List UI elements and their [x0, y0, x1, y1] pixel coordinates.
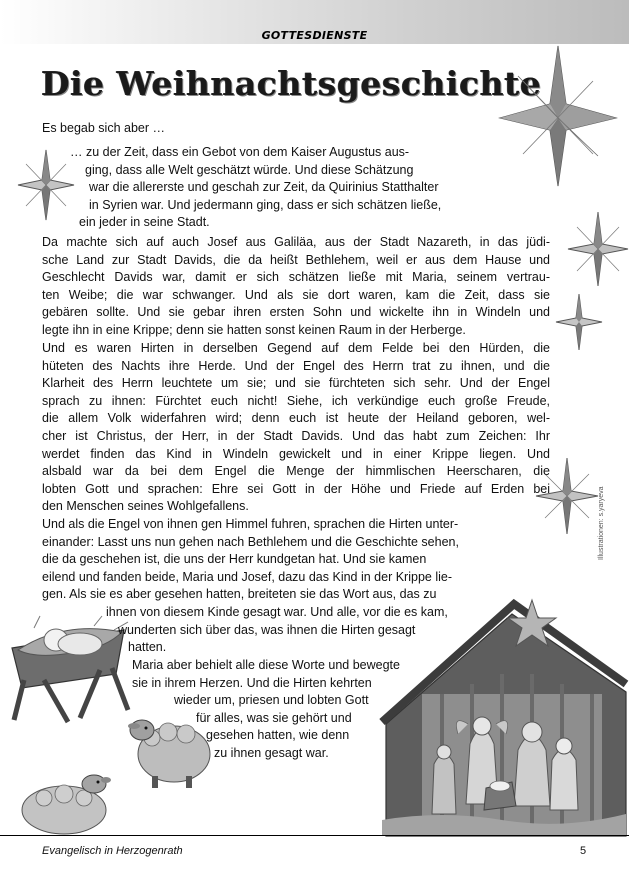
text-line: sche Land zur Stadt Davids, die da heißt Bethlehem, weil er aus dem Hause und: [42, 252, 550, 267]
text-line: ihnen von diesem Kinde gesagt war. Und alle, vor die es kam,: [106, 604, 448, 619]
quote-line: in Syrien war. Und jedermann ging, dass er sich schätzen ließe,: [89, 197, 442, 212]
text-line: sprach zu ihnen: Fürchtet euch nicht! Siehe, ich verkündige euch große Freude,: [42, 393, 550, 408]
small-star-left-illustration: [18, 150, 74, 220]
text-line: sie in ihrem Herzen. Und die Hirten kehrten: [132, 675, 372, 690]
text-line: zu ihnen gesagt war.: [214, 745, 329, 760]
text-line: werdet finden das Kind in Windeln gewickelt und in einer Krippe liegen. Und: [42, 446, 550, 461]
intro-text: Es begab sich aber …: [42, 121, 165, 135]
footer-divider: [0, 835, 629, 836]
text-line: gesehen hatten, wie denn: [206, 728, 350, 743]
quote-line: … zu der Zeit, dass ein Gebot von dem Kaiser Augustus aus-: [70, 145, 410, 159]
text-line: cher ist Christus, der Herr, in der Stadt Davids. Und das habt zum Zeichen: Ihr: [42, 428, 550, 443]
quote-block: [70, 144, 441, 232]
text-line: Klarheit des Herrn leuchtete um sie; und sie fürchteten sich sehr. Und der Engel: [42, 376, 550, 391]
text-line: die da geschehen ist, die uns der Herr kundgetan hat. Und sie kamen: [42, 552, 427, 567]
text-line: hatten.: [128, 640, 167, 655]
paragraph-2: [42, 340, 550, 516]
paragraph-3: [42, 516, 459, 657]
text-line: Maria aber behielt alle diese Worte und bewegte: [132, 658, 400, 672]
text-line: Und als die Engel von ihnen gen Himmel fuhren, sprachen die Hirten unter-: [42, 517, 459, 531]
text-line: gebären sollte. Und sie gebar ihren ersten Sohn und wickelte ihn in Windeln und: [42, 305, 550, 320]
text-line: wieder um, priesen und lobten Gott: [174, 693, 369, 708]
text-line: eilend und fanden beide, Maria und Josef, dazu das Kind in der Krippe lie-: [42, 569, 452, 584]
page-number: 5: [580, 845, 587, 857]
text-line: Da machte sich auf auch Josef aus Galiläa, aus der Stadt Nazareth, in das jüdi-: [42, 235, 550, 249]
illustration-credit: Illustrationen: s.yaryeva: [598, 486, 605, 560]
text-line: den Menschen seines Wohlgefallens.: [42, 499, 249, 514]
text-line: ten Weibe; die war schwanger. Und als sie dort waren, kam die Zeit, dass sie: [42, 287, 550, 302]
lying-sheep-illustration: [18, 768, 110, 838]
quote-line: ging, dass alle Welt geschätzt würde. Und diese Schätzung: [85, 162, 414, 177]
text-line: die allem Volk widerfahren wird; denn euch ist heute der Heiland geboren, wel-: [42, 411, 550, 426]
quote-line: war die allererste und geschah zur Zeit, da Quirinius Statthalter: [89, 180, 439, 195]
text-line: Geschlecht Davids war, damit er sich schätzen ließe mit Maria, seinem vertrau-: [42, 270, 550, 285]
star-right-upper-illustration: [568, 212, 628, 286]
paragraph-4: [42, 657, 400, 763]
text-line: für alles, was sie gehört und: [196, 710, 352, 725]
publication-name: Evangelisch in Herzogenrath: [42, 845, 183, 857]
page-title: Die Weihnachtsgeschichte: [41, 64, 542, 103]
text-line: gen. Als sie es aber gesehen hatten, breiteten sie das Wort aus, das zu: [42, 587, 437, 602]
paragraph-1: [42, 234, 550, 340]
text-line: Und es waren Hirten in derselben Gegend auf dem Felde bei den Hürden, die: [42, 341, 550, 355]
text-line: lobten Gott und sprachen: Ehre sei Gott in der Höhe und Friede auf Erden bei: [42, 481, 550, 496]
text-line: legte ihn in eine Krippe; denn sie hatten sonst keinen Raum in der Herberge.: [42, 322, 466, 337]
text-line: alsbald war da bei dem Engel die Menge der himmlischen Heerscharen, die: [42, 464, 550, 479]
section-label: GOTTESDIENSTE: [261, 29, 368, 42]
text-line: wunderten sich über das, was ihnen die Hirten gesagt: [118, 622, 416, 637]
large-star-illustration: [498, 46, 618, 186]
star-right-small-illustration: [556, 294, 602, 350]
text-line: einander: Lasst uns nun gehen nach Bethlehem und die Geschichte sehen,: [42, 534, 459, 549]
quote-line: ein jeder in seine Stadt.: [79, 215, 210, 230]
text-line: hüteten des Nachts ihre Herde. Und der Engel des Herrn trat zu ihnen, und die: [42, 358, 550, 373]
